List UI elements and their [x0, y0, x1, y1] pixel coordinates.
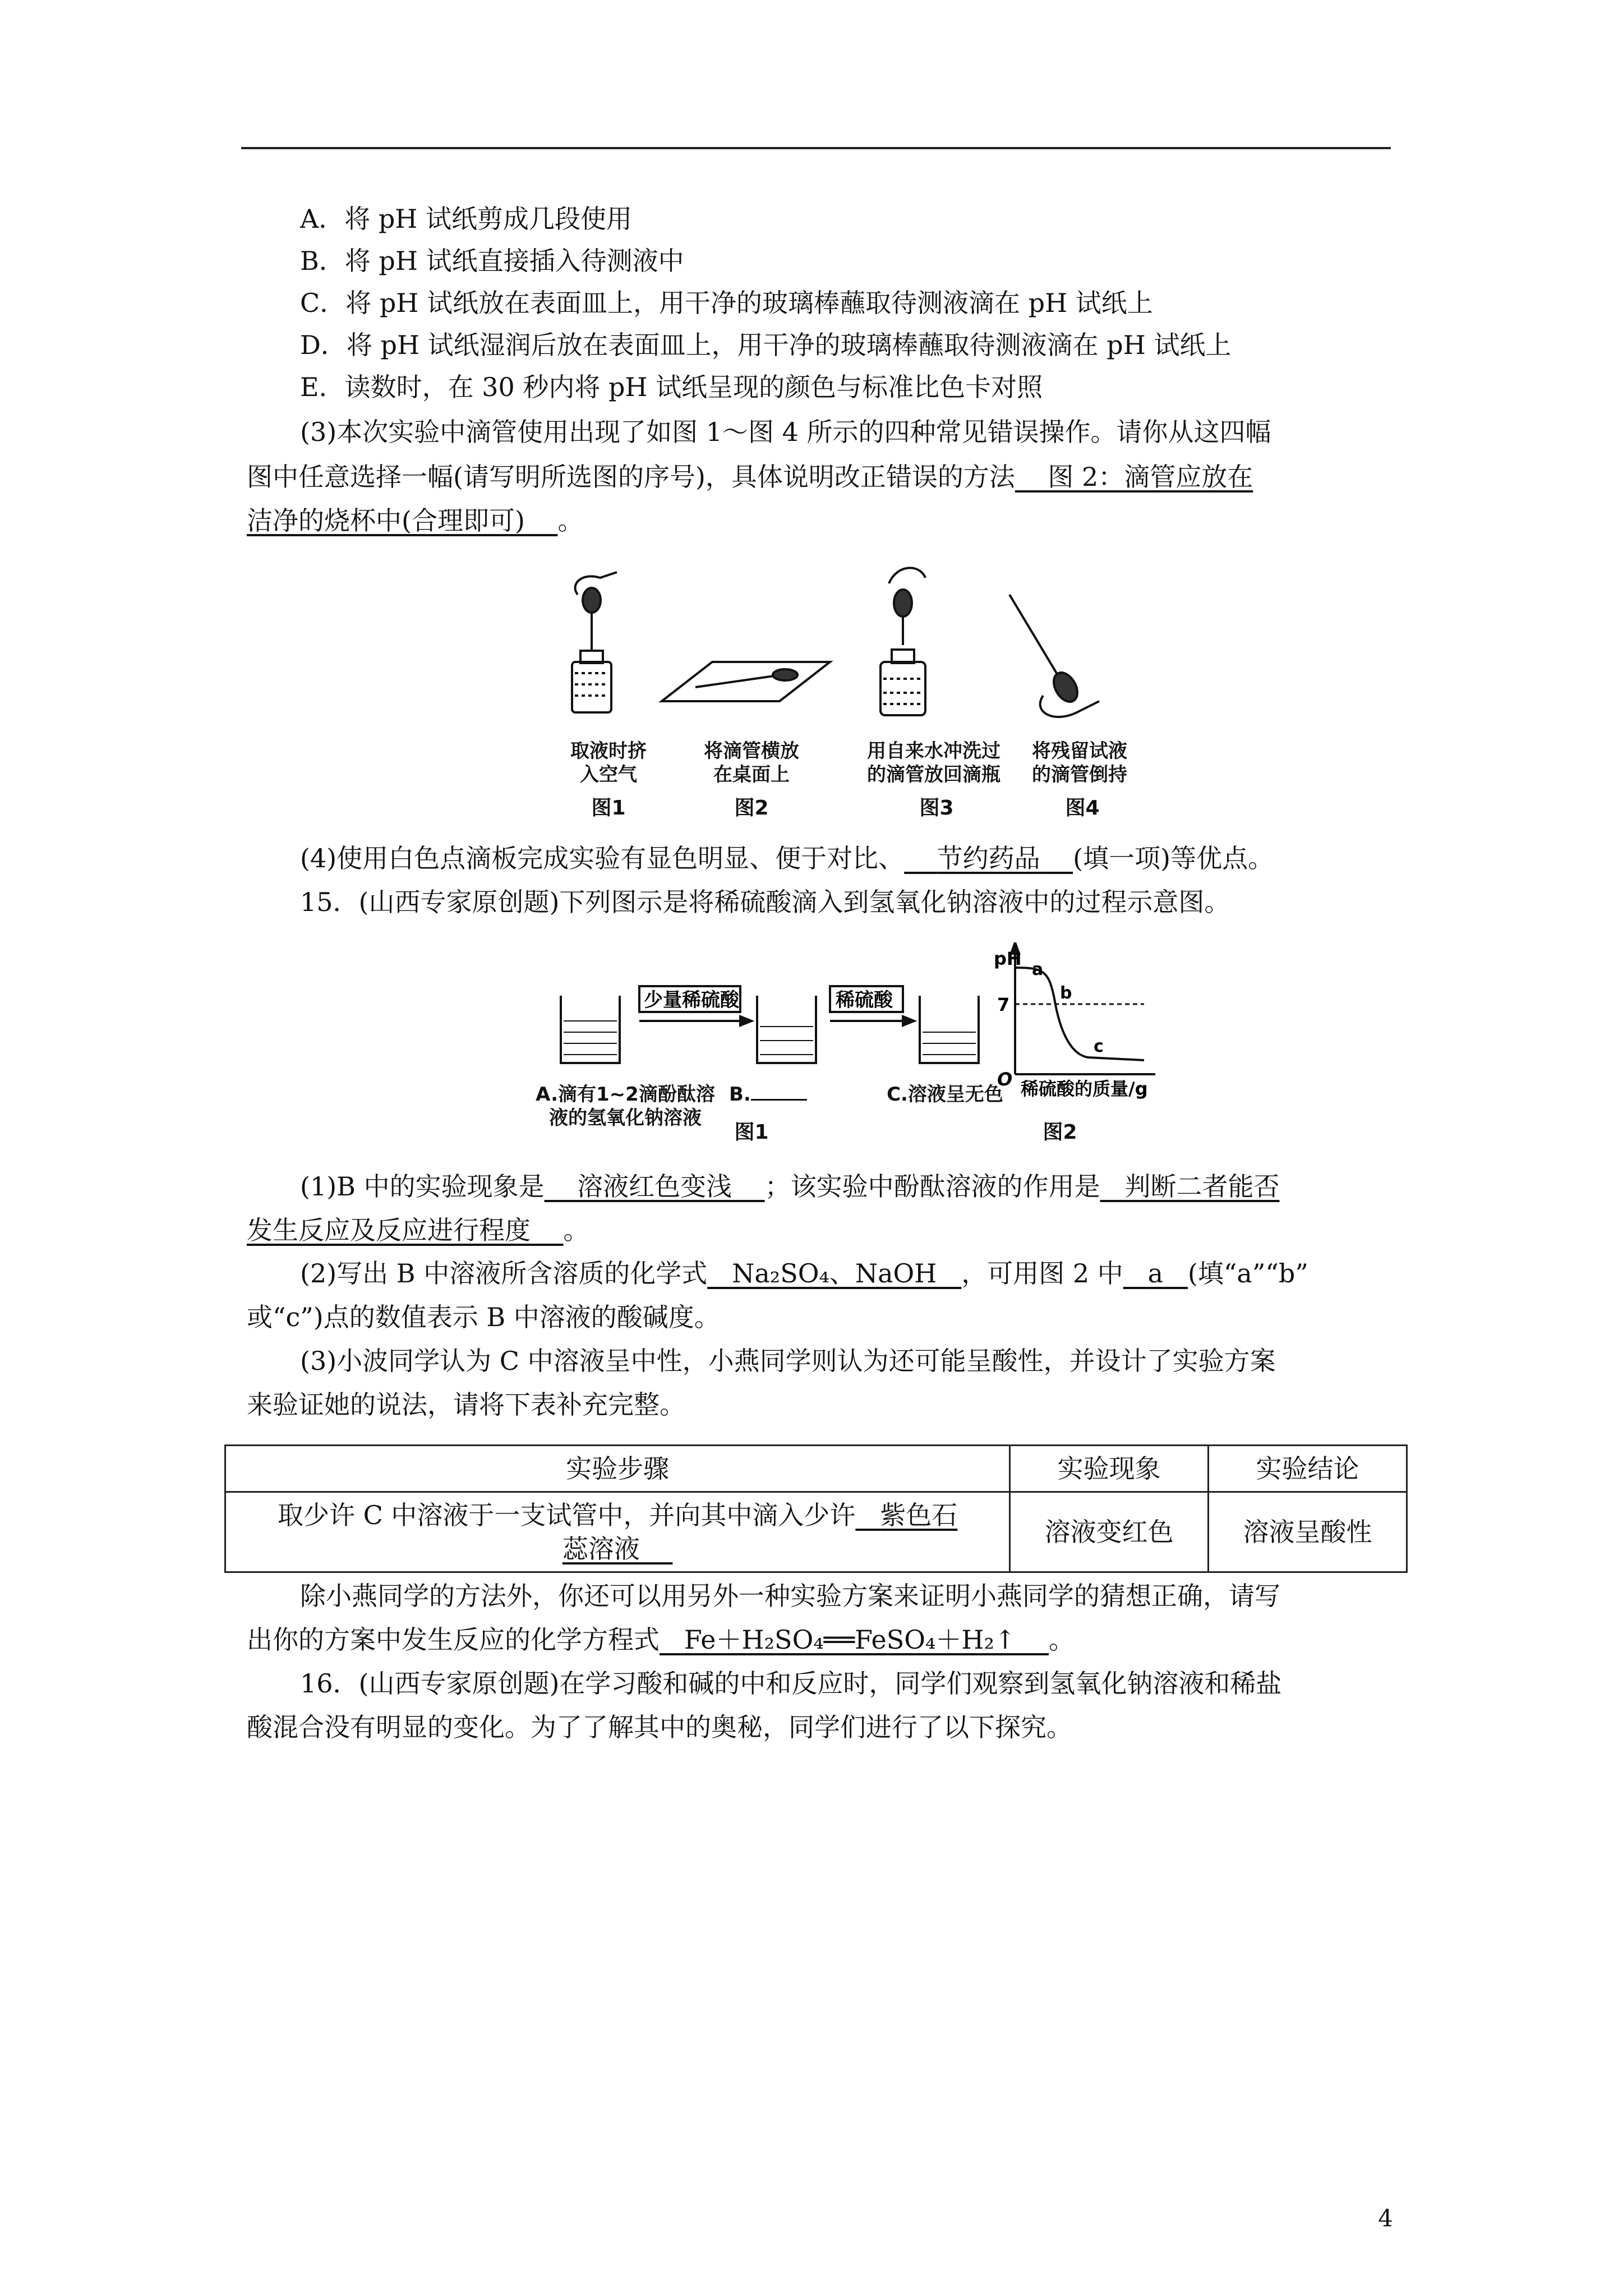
header-phenomenon: 实验现象	[1010, 1446, 1209, 1492]
fig4-label: 图4	[1065, 797, 1100, 820]
q3-line2	[247, 460, 1253, 494]
fig1-illustration	[572, 572, 617, 712]
q15-3-line2: 来验证她的说法，请将下表补充完整。	[247, 1389, 685, 1420]
beaker-a	[561, 996, 620, 1063]
fig1-label: 图1	[591, 797, 626, 820]
q15-1-line2: 发生反应及反应进行程度 。	[247, 1215, 589, 1245]
fig3-label: 图3	[919, 797, 954, 820]
q15-1-answer2b: 发生反应及反应进行程度	[247, 1215, 531, 1245]
header-rule	[241, 147, 1391, 149]
q16-line2: 酸混合没有明显的变化。为了了解其中的奥秘，同学们进行了以下探究。	[247, 1712, 1072, 1742]
q15-2-line1: (2)写出 B 中溶液所含溶质的化学式 Na₂SO₄、NaOH ，可用图 2 中 a (填“a”“b”	[300, 1258, 1308, 1289]
table-answer2: 蕊溶液	[562, 1534, 640, 1564]
after-table-line1: 除小燕同学的方法外，你还可以用另外一种实验方案来证明小燕同学的猜想正确，请写	[300, 1581, 1280, 1611]
x-axis-label: 稀硫酸的质量/g	[1021, 1078, 1148, 1099]
option-a: A．将 pH 试纸剪成几段使用	[300, 204, 633, 234]
table-row	[225, 1492, 1407, 1572]
experiment-table	[224, 1444, 1408, 1573]
fig1-caption: 取液时挤 入空气	[570, 740, 647, 786]
q4-answer: 节约药品	[937, 843, 1040, 873]
ph-axis-label: pH	[994, 948, 1022, 969]
q3-answer-part2: 洁净的烧杯中(合理即可)	[247, 505, 525, 536]
beaker-a-label: A.滴有1~2滴酚酞溶 液的氢氧化钠溶液	[536, 1083, 715, 1129]
fig2-label: 图2	[734, 797, 769, 820]
q15-2-answer1: Na₂SO₄、NaOH	[732, 1258, 937, 1289]
dropper-figures	[538, 561, 1155, 752]
q15-title: 15．(山西专家原创题)下列图示是将稀硫酸滴入到氢氧化钠溶液中的过程示意图。	[300, 887, 1230, 917]
q15-1-answer1: 溶液红色变浅	[577, 1171, 732, 1202]
header-step: 实验步骤	[225, 1446, 1010, 1492]
option-c: C．将 pH 试纸放在表面皿上，用干净的玻璃棒蘸取待测液滴在 pH 试纸上	[300, 288, 1153, 318]
point-a: a	[1032, 960, 1044, 979]
beaker-c-label: C.溶液呈无色	[887, 1083, 1003, 1106]
option-e: E．读数时，在 30 秒内将 pH 试纸呈现的颜色与标准比色卡对照	[300, 372, 1043, 402]
equation-answer: Fe＋H₂SO₄══FeSO₄＋H₂↑	[684, 1625, 1016, 1655]
fig15-1-label: 图1	[734, 1121, 769, 1144]
cell-step: 取少许 C 中溶液于一支试管中，并向其中滴入少许 紫色石 蕊溶液	[225, 1492, 1010, 1572]
beaker-b-label: B.	[729, 1083, 830, 1106]
q3-line1: (3)本次实验中滴管使用出现了如图 1～图 4 所示的四种常见错误操作。请你从这四幅	[300, 417, 1271, 447]
ph7-label: 7	[997, 994, 1010, 1015]
table-header-row	[225, 1446, 1407, 1492]
ph-curve	[1015, 968, 1144, 1060]
table-answer1: 紫色石	[880, 1500, 958, 1530]
fig15-2-label: 图2	[1043, 1121, 1077, 1144]
arrow2-label: 稀硫酸	[836, 989, 893, 1011]
header-conclusion: 实验结论	[1209, 1446, 1407, 1492]
q15-2-answer2: a	[1147, 1258, 1164, 1289]
after-table-line2: 出你的方案中发生反应的化学方程式 Fe＋H₂SO₄══FeSO₄＋H₂↑ 。	[247, 1625, 1075, 1655]
fig2-illustration	[662, 662, 830, 701]
beaker-b	[757, 996, 816, 1063]
fig3-illustration	[880, 568, 925, 715]
fig2-caption: 将滴管横放 在桌面上	[704, 740, 799, 786]
point-b: b	[1060, 983, 1072, 1003]
beaker-c	[920, 996, 979, 1063]
fig4-illustration	[1009, 595, 1099, 717]
arrow1-label: 少量稀硫酸	[644, 989, 739, 1011]
q16-line1: 16．(山西专家原创题)在学习酸和碱的中和反应时，同学们观察到氢氧化钠溶液和稀盐	[300, 1668, 1282, 1699]
fig4-caption: 将残留试液 的滴管倒持	[1032, 740, 1127, 786]
q3-question-text: 图中任意选择一幅(请写明所选图的序号)，具体说明改正错误的方法	[247, 462, 1015, 492]
page-number: 4	[1378, 2205, 1393, 2232]
q3-line3: 洁净的烧杯中(合理即可) 。	[247, 505, 584, 536]
option-d: D．将 pH 试纸湿润后放在表面皿上，用干净的玻璃棒蘸取待测液滴在 pH 试纸上	[300, 330, 1232, 360]
q15-1-line1: (1)B 中的实验现象是 溶液红色变浅 ；该实验中酚酞溶液的作用是 判断二者能否	[300, 1171, 1280, 1202]
origin-label: O	[997, 1069, 1013, 1090]
point-c: c	[1094, 1037, 1104, 1056]
fig3-caption: 用自来水冲洗过 的滴管放回滴瓶	[867, 740, 1000, 786]
q15-3-line1: (3)小波同学认为 C 中溶液呈中性，小燕同学则认为还可能呈酸性，并设计了实验方案	[300, 1346, 1276, 1376]
q15-1-answer2a: 判断二者能否	[1124, 1171, 1280, 1202]
cell-phenomenon: 溶液变红色	[1010, 1492, 1209, 1572]
q15-2-line2: 或“c”)点的数值表示 B 中溶液的酸碱度。	[247, 1302, 720, 1332]
q3-answer-part1: 图 2：滴管应放在	[1048, 462, 1253, 492]
cell-conclusion: 溶液呈酸性	[1209, 1492, 1407, 1572]
option-b: B．将 pH 试纸直接插入待测液中	[300, 246, 684, 276]
q4-line: (4)使用白色点滴板完成实验有显色明显、便于对比、 节约药品 (填一项)等优点。	[300, 843, 1274, 873]
